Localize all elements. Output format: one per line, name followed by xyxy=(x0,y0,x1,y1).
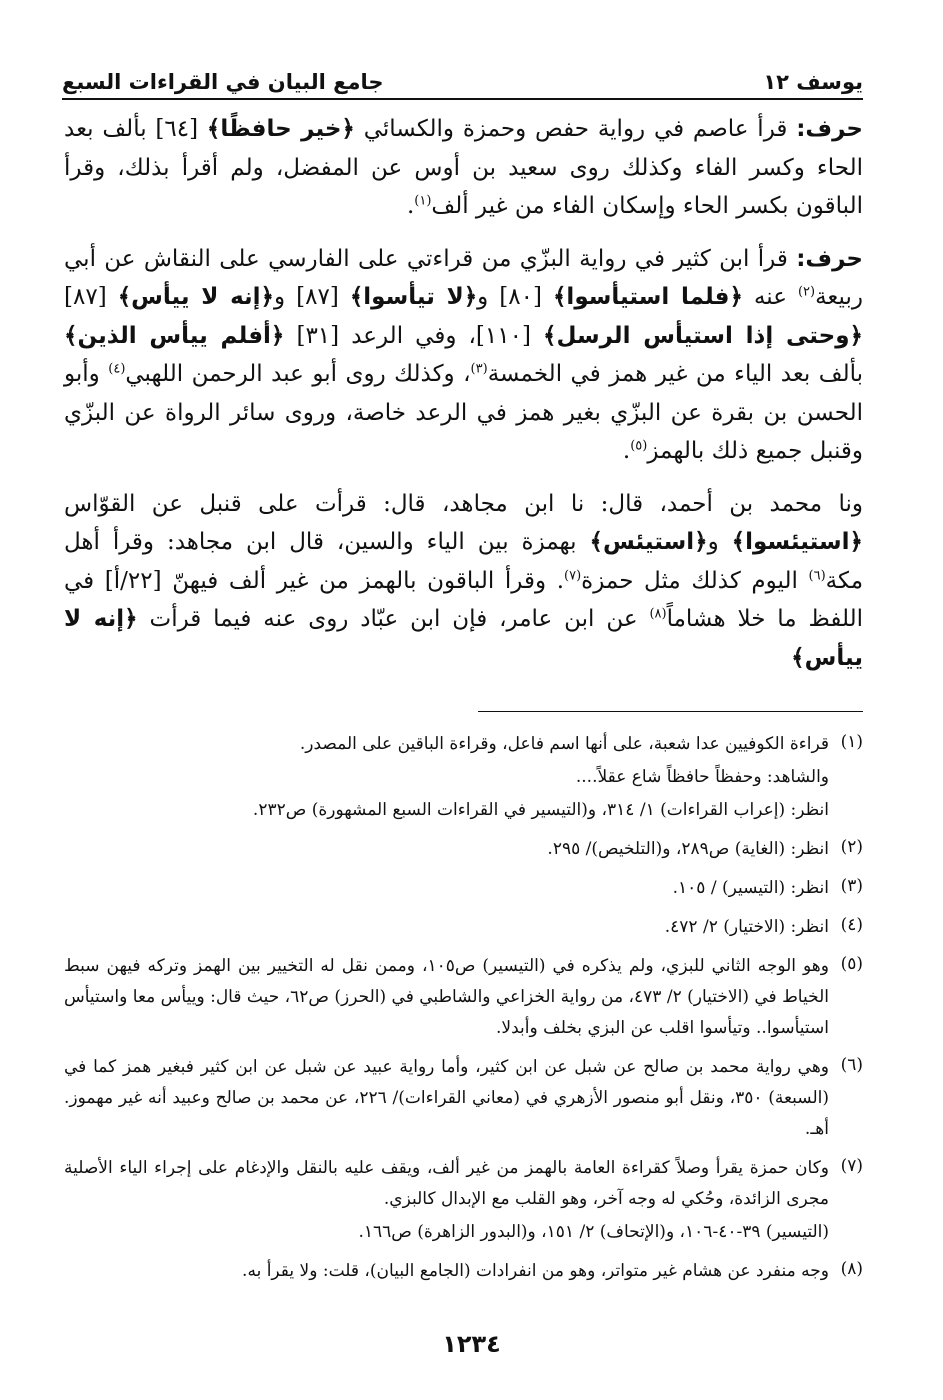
text-run: قرأ ابن كثير في رواية البزّي من قراءتي على الفارسي على النقاش عن أبي ربيعة xyxy=(64,245,863,310)
footnote-ref[interactable]: (٨) xyxy=(649,606,667,622)
text-run: وأبو الحسن بن بقرة عن البزّي بغير همز في الرعد خاصة، وروى سائر الرواة عن البزّي وقنبل جميع ذلك بالهمز xyxy=(64,361,863,464)
quran-word: ﴿خير حافظًا﴾ xyxy=(206,116,355,142)
footnote-ref[interactable]: (٧) xyxy=(564,567,582,583)
header-book-title: جامع البيان في القراءات السبع xyxy=(62,70,384,94)
footnote-body xyxy=(64,1151,829,1250)
footnote-body xyxy=(64,1050,829,1147)
footnote-ref[interactable]: (٤) xyxy=(108,361,126,377)
footnote-line: (التيسير) ٣٩-٤٠-١٠٦، و(الإتحاف) ٢/ ١٥١، و(البدور الزاهرة) ص١٦٦. xyxy=(358,1222,829,1242)
footnote-ref[interactable]: (٥) xyxy=(630,438,648,454)
footnote-number: (٢) xyxy=(840,837,863,857)
footnote-number: (٥) xyxy=(840,954,863,974)
text-run: [٨٧] xyxy=(64,284,118,310)
text-run: و xyxy=(707,529,732,555)
paragraph-3 xyxy=(64,485,863,678)
footnote-number: (٦) xyxy=(840,1055,863,1075)
footnote-4 xyxy=(64,910,863,945)
quran-word: ﴿لا تيأسوا﴾ xyxy=(349,284,478,310)
footnote-number: (٧) xyxy=(840,1156,863,1176)
quran-word: ﴿فلما استيأسوا﴾ xyxy=(552,284,743,310)
paragraph-label: حرف: xyxy=(796,116,863,142)
footnote-5 xyxy=(64,949,863,1046)
paragraph-1 xyxy=(64,110,863,226)
footnote-body xyxy=(64,727,829,828)
footnote-line: قراءة الكوفيين عدا شعبة، على أنها اسم فاعل، وقراءة الباقين على المصدر. xyxy=(299,734,829,754)
footnote-6 xyxy=(64,1050,863,1147)
footnote-number: (٨) xyxy=(840,1259,863,1279)
footnote-1 xyxy=(64,727,863,828)
text-run: . xyxy=(406,193,415,219)
footnote-body xyxy=(64,910,829,945)
quran-word: ﴿أفلم ييأس الذين﴾ xyxy=(64,322,285,349)
footnote-line: انظر: (الاختيار) ٢/ ٤٧٢. xyxy=(664,917,829,937)
quran-word: ﴿استيئس﴾ xyxy=(589,529,708,555)
text-run: بهمزة بين الياء والسين، قال ابن مجاهد: وقرأ أهل مكة xyxy=(64,529,864,594)
footnote-line: وجه منفرد عن هشام غير متواتر، وهو من انفرادات (الجامع البيان)، قلت: ولا يقرأ به. xyxy=(242,1261,829,1281)
quran-word: ﴿وحتى إذا استيأس الرسل﴾ xyxy=(543,322,863,349)
header-surah-title: يوسف ١٢ xyxy=(763,70,863,94)
page-number: ١٢٣٤ xyxy=(442,1330,501,1358)
footnote-separator xyxy=(478,711,863,712)
text-run: قرأ عاصم في رواية حفص وحمزة والكسائي xyxy=(354,116,797,142)
footnote-ref[interactable]: (١) xyxy=(414,193,432,209)
text-run: ، وكذلك روى أبو عبد الرحمن اللهبي xyxy=(125,361,471,387)
footnote-line: وكان حمزة يقرأ وصلاً كقراءة العامة بالهمز من غير ألف، ويقف عليه بالنقل والإدغام على إجراء الياء الأصلية مجرى الزائدة، وحُكي له وجه آخر، وهو القلب مع الإبدال كالبزي. xyxy=(64,1158,829,1209)
text-run: [٨٠] و xyxy=(477,284,553,310)
footnote-7 xyxy=(64,1151,863,1250)
running-header xyxy=(62,62,863,100)
footnote-number: (٤) xyxy=(840,915,863,935)
paragraph-2 xyxy=(64,240,863,471)
text-run: عن ابن عامر، فإن ابن عبّاد روى عنه فيما قرأت xyxy=(137,606,650,632)
footnotes xyxy=(64,727,863,1293)
footnote-ref[interactable]: (٦) xyxy=(808,567,826,583)
footnote-8 xyxy=(64,1254,863,1289)
paragraph-label: حرف: xyxy=(796,245,863,272)
quran-word: ﴿إنه لا ييأس﴾ xyxy=(117,284,275,310)
footnote-line: والشاهد: وحفظاً حافظاً شاع عقلاً.... xyxy=(575,767,829,787)
footnote-ref[interactable]: (٢) xyxy=(797,284,816,300)
text-run: [١١٠]، وفي الرعد [٣١] xyxy=(284,322,543,349)
footnote-body xyxy=(64,832,829,867)
footnote-2 xyxy=(64,832,863,867)
footnote-3 xyxy=(64,871,863,906)
footnote-line: وهو الوجه الثاني للبزي، ولم يذكره في (التيسير) ص١٠٥، وممن نقل له التخيير بين الهمز وتركه فيهن سبط الخياط في (الاختيار) ٢/ ٤٧٣، من رواية الخزاعي والشاطبي في (الحرز) ص٦٢، حيث قال: وييأس معا واستيأس استيأسوا.. وتيأسوا اقلب عن البزي بخلف وأبدلا. xyxy=(64,956,829,1038)
main-text xyxy=(64,110,863,691)
text-run: . وقرأ الباقون بالهمز من غير ألف فيهنّ [٢٢/أ] في اللفظ ما خلا هشاماً xyxy=(64,567,863,632)
footnote-line: انظر: (الغاية) ص٢٨٩، و(التلخيص)/ ٢٩٥. xyxy=(547,839,829,859)
footnote-number: (١) xyxy=(840,732,863,752)
footnote-body xyxy=(64,1254,829,1289)
footnote-line: انظر: (التيسير) / ١٠٥. xyxy=(672,878,829,898)
quran-word: ﴿إنه لا ييأس﴾ xyxy=(64,606,863,671)
footnote-body xyxy=(64,871,829,906)
text-run: [٨٧] و xyxy=(274,284,350,310)
text-run: ونا محمد بن أحمد، قال: نا ابن مجاهد، قال: قرأت على قنبل عن القوّاس xyxy=(64,490,863,517)
footnote-body xyxy=(64,949,829,1046)
text-run: بألف بعد الياء من غير همز في الخمسة xyxy=(487,361,864,387)
footnote-number: (٣) xyxy=(840,876,863,896)
text-run: [٦٤] بألف بعد الحاء وكسر الفاء وكذلك روى سعيد بن أوس عن المفضل، ولم أقرأ بذلك، وقرأ الباقون بكسر الحاء وإسكان الفاء من غير ألف xyxy=(64,116,863,219)
quran-word: ﴿استيئسوا﴾ xyxy=(731,529,863,555)
footnote-line: وهي رواية محمد بن صالح عن شبل عن ابن كثير، وأما رواية عبيد عن شبل عن ابن كثير فبغير همز كما في (السبعة) ٣٥٠، ونقل أبو منصور الأزهري في (معاني القراءات)/ ٢٢٦، عن محمد بن صالح وعبيد أنه غير مهموز. أهـ. xyxy=(64,1057,830,1139)
text-run: عنه xyxy=(742,284,798,310)
footnote-line: انظر: (إعراب القراءات) ١/ ٣١٤، و(التيسير في القراءات السبع المشهورة) ص٢٣٢. xyxy=(252,800,829,820)
footnote-ref[interactable]: (٣) xyxy=(470,361,488,377)
text-run: اليوم كذلك مثل حمزة xyxy=(581,567,809,594)
text-run: . xyxy=(622,438,631,464)
